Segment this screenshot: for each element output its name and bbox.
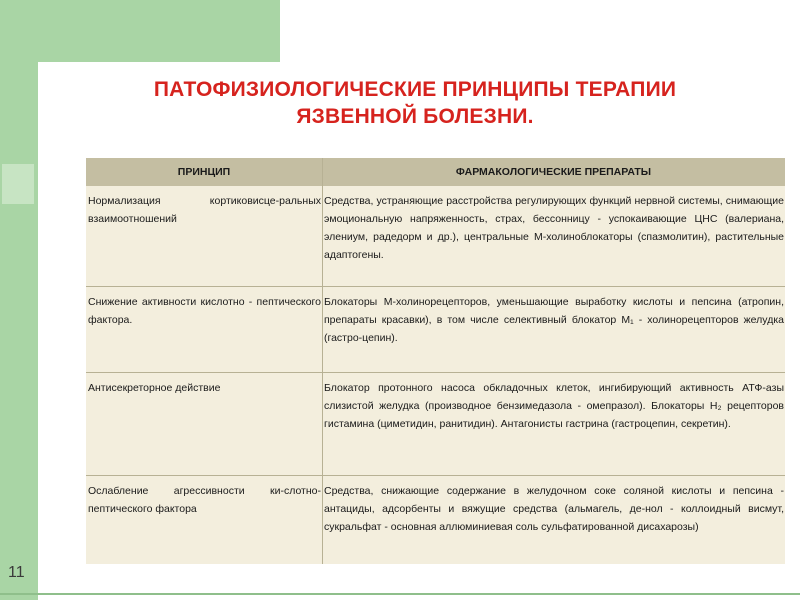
table-row <box>86 476 785 564</box>
title-line-2: ЯЗВЕННОЙ БОЛЕЗНИ. <box>296 105 534 128</box>
principle-cell: Ослабление агрессивности ки-слотно-пептического фактора <box>88 485 321 515</box>
table-row <box>86 287 785 373</box>
column-divider <box>322 158 323 564</box>
bottom-divider <box>0 593 800 595</box>
table-header <box>86 158 785 186</box>
slide-title <box>70 76 760 130</box>
principle-cell: Антисекреторное действие <box>88 382 221 394</box>
drugs-cell: Блокатор протонного насоса обкладочных клеток, ингибирующий активность АТФ-азы слизистой желудка (производное бензимедазола - омепразол). Блокаторы Н₂ рецепторов гистамина (циметидин, ранитидин). Антагонисты гастрина (гастроцепин, секретин). <box>324 382 784 430</box>
header-drugs: ФАРМАКОЛОГИЧЕСКИЕ ПРЕПАРАТЫ <box>455 166 652 178</box>
background-green-strip <box>0 62 38 600</box>
drugs-cell: Средства, устраняющие расстройства регулирующих функций нервной системы, снимающие эмоциональную напряженность, страх, бессонницу - успокаивающие ЦНС (валериана, элениум, радедорм и др.), центральные М-холиноблокаторы (спазмолитин), растительные адаптогены. <box>324 195 784 261</box>
principle-cell: Нормализация кортиковисце-ральных взаимоотношений <box>88 195 321 225</box>
drugs-cell: Средства, снижающие содержание в желудочном соке соляной кислоты и пепсина - антациды, адсорбенты и вяжущие средства (альмагель, де-нол - коллоидный висмут, сукральфат - основная аллюминиевая соль сульфатированной дисахарозы) <box>324 485 784 533</box>
therapy-table <box>86 158 785 564</box>
background-green-block <box>0 0 280 62</box>
table-row <box>86 373 785 476</box>
title-line-1: ПАТОФИЗИОЛОГИЧЕСКИЕ ПРИНЦИПЫ ТЕРАПИИ <box>153 78 677 101</box>
drugs-cell: Блокаторы М-холинорецепторов, уменьшающие выработку кислоты и пепсина (атропин, препараты красавки), в том числе селективный блокатор М₁ - холинорецепторов желудка (гастро-цепин). <box>324 296 784 344</box>
header-principle: ПРИНЦИП <box>177 166 231 178</box>
principle-cell: Снижение активности кислотно - пептического фактора. <box>88 296 321 326</box>
table-row <box>86 186 785 287</box>
background-light-box <box>2 164 34 204</box>
slide-number: 11 <box>8 564 25 581</box>
